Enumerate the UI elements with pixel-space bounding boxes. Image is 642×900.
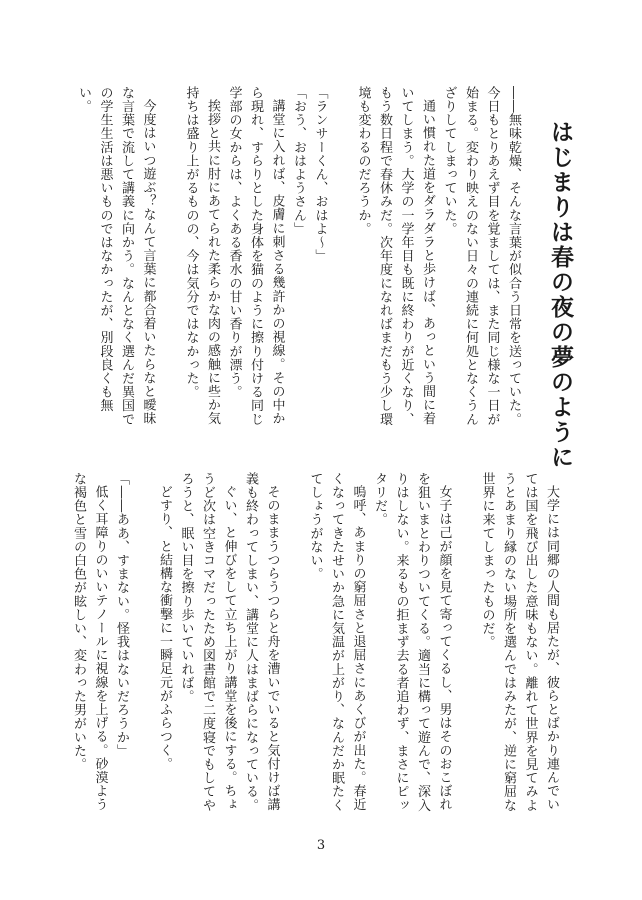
page-number: 3 (316, 838, 326, 853)
paragraph-spacer (455, 472, 477, 817)
paragraph: ――無味乾燥、そんな言葉が似合う日常を送っていた。今日もとりあえず目を覚ましては、また同じ様な一日が始まる。変わり映えのない日々の連続に何処となくうんざりしてしまっていた。 (441, 86, 521, 426)
paragraph-spacer (132, 472, 154, 817)
paragraph-spacer (331, 86, 353, 431)
paragraph: 通い慣れた道をダラダラと歩けば、あっという間に着いてしまう。大学の一学年目も既に終わりが近くなり、もう数日程で春休みだ。次年度になればまだもう少し環境も変わるのだろうか。 (355, 86, 435, 426)
paragraph: そのままうつらうつらと舟を漕いでいると気付けば講義も終わってしまい、講堂に人はまばらになっている。 (243, 472, 280, 812)
dialogue-line: 「おう、おはようさん」 (291, 86, 306, 236)
paragraph: 今度はいつ遊ぶ？なんて言葉に都合着いたらなと曖昧な言葉で流して講義に向かう。なんとなく選んだ異国での学生生活は悪いものではなかったが、別段良くも無い。 (76, 86, 156, 426)
paragraph: 女子は己が顔を見て寄ってくるし、男はそのおこぼれを狙いまとわりついてくる。適当に構って遊んで、深入りはしない。来るもの拒まず去る者追わず、まさにピッタリだ。 (372, 472, 452, 812)
text-block-bottom (62, 472, 562, 817)
paragraph: 嗚呼、あまりの窮屈さと退屈さにあくびが出た。春近くなってきたせいか急に気温が上がり、なんだか眠たくてしょうがない。 (307, 472, 366, 812)
text-block-top (74, 86, 524, 431)
paragraph-spacer (283, 472, 305, 817)
paragraph: 低く耳障りのいいテノールに視線を上げる。砂漠ような褐色と雪の白色が眩しい、変わった男がいた。 (71, 472, 108, 812)
dialogue-line: 「ランサーくん、おはよ～」 (312, 86, 328, 263)
paragraph-spacer (159, 86, 181, 431)
chapter-title: はじまりは春の夜の夢のように (547, 120, 574, 470)
paragraph: ぐい、と伸びをして立ち上がり講堂を後にする。ちょうど次は空きコマだったため図書館で二度寝でもしてやろうと、眠い目を擦り歩いていれば。 (178, 472, 237, 812)
paragraph: どすり、と結構な衝撃に一瞬足元がふらつく。 (157, 485, 172, 771)
paragraph: 大学には同郷の人間も居たが、彼らとばかり連んでいては国を飛び出した意味もない。離れて世界を見てみようとあまり縁のない場所を選んではみたが、逆に窮屈な世界に来てしまったものだ。 (479, 472, 559, 812)
dialogue-line: 「――ああ、すまない。怪我はないだろうか」 (114, 472, 129, 758)
paragraph: 挨拶と共に肘にあてられた柔らかな肉の感触に些か気持ちは盛り上がるものの、今は気分ではなかった。 (183, 86, 220, 426)
paragraph: 講堂に入れば、皮膚に刺さる幾許かの視線。その中から現れ、すらりとした身体を猫のように擦り付ける同じ学部の女からは、よくある香水の甘い香りが漂う。 (226, 86, 285, 426)
